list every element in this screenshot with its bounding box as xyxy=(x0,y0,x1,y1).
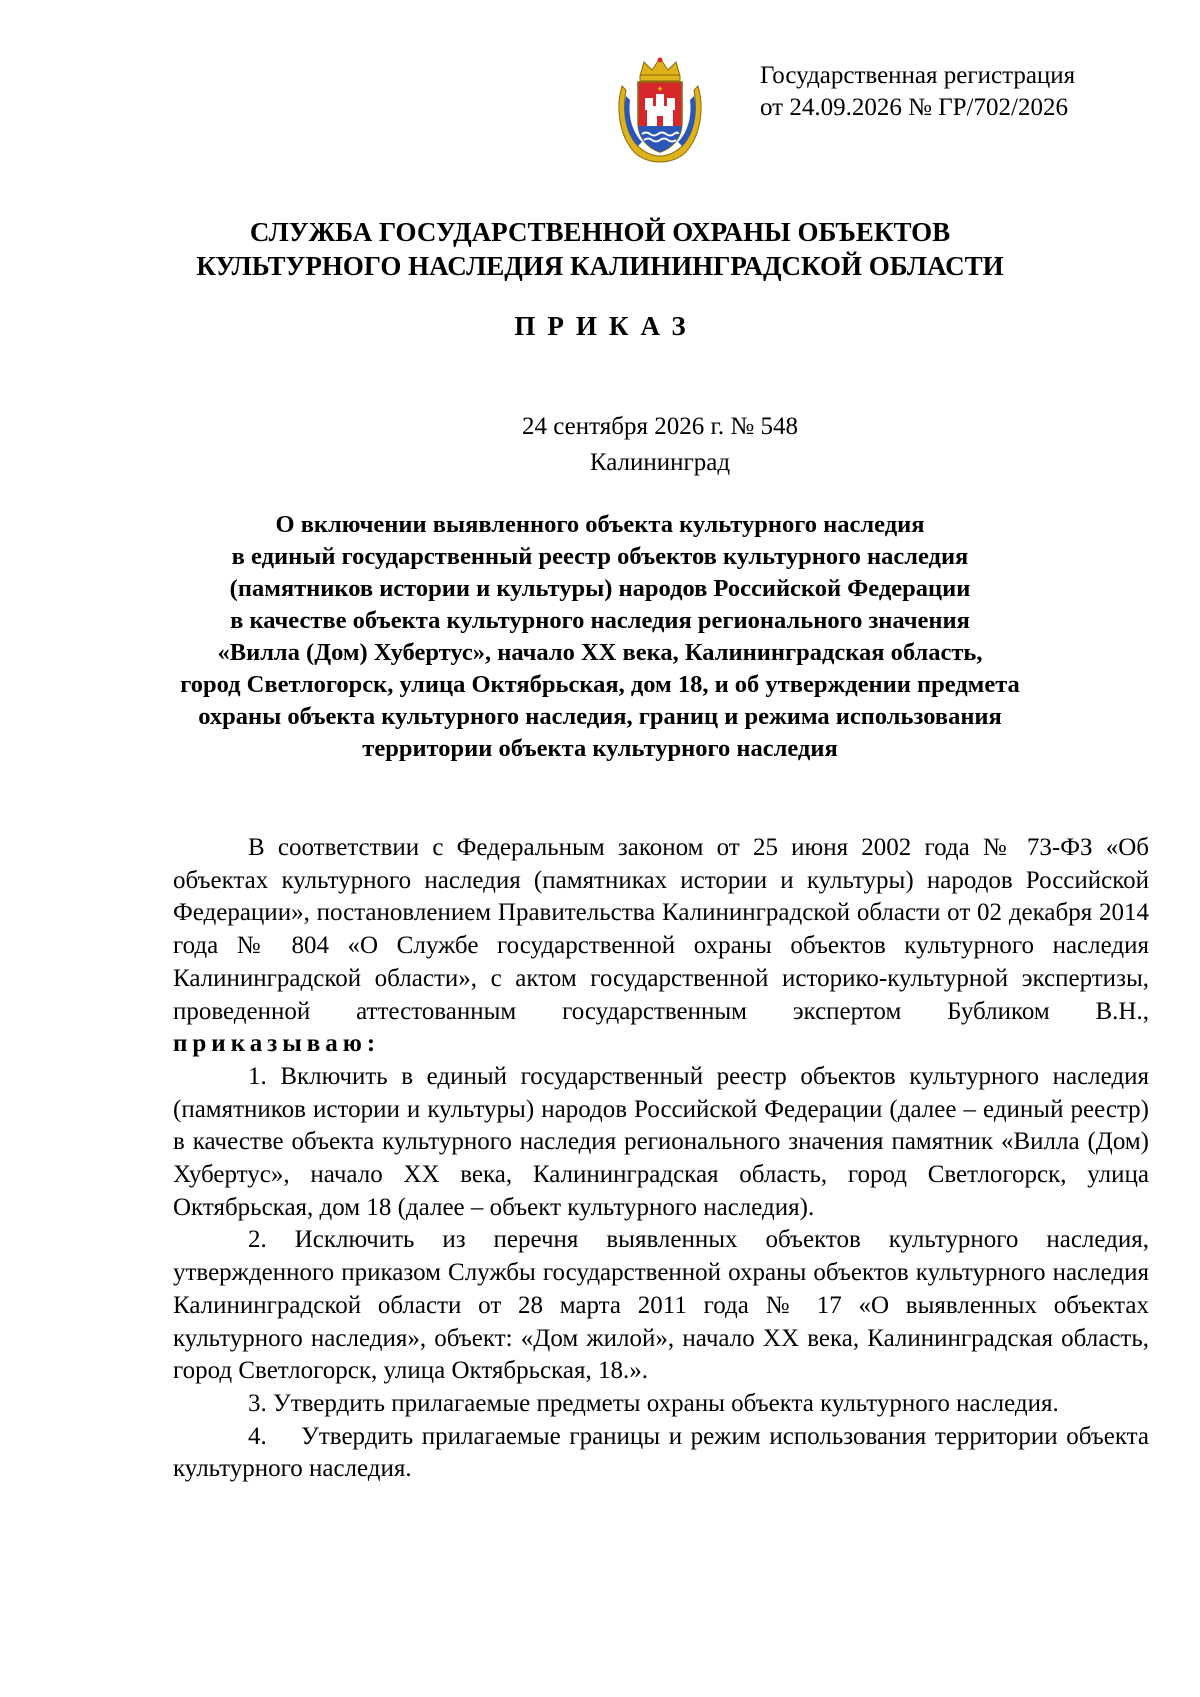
subject-line: город Светлогорск, улица Октябрьская, дом 18, и об утверждении предмета xyxy=(180,671,1020,698)
command-word: приказываю: xyxy=(173,1030,381,1058)
subject-line: в качестве объекта культурного наследия регионального значения xyxy=(230,607,970,634)
registration-line-1: Государственная регистрация xyxy=(760,62,1076,89)
preamble-text: В соответствии с Федеральным законом от 25 июня 2002 года № 73-ФЗ «Об объектах культурного наследия (памятниках истории и культуры) народов Российской Федерации», постановлением Правительства Калининградской области от 02 декабря 2014 года № 804 «О Службе государственной охраны объектов культурного наследия Калининградской области», с актом государственной историко-культурной экспертизы, проведенной аттестованным государственным экспертом Бубликом В.Н., xyxy=(173,834,1149,1025)
coat-of-arms-graphic xyxy=(614,56,706,164)
subject-line: охраны объекта культурного наследия, границ и режима использования xyxy=(198,703,1002,730)
order-item xyxy=(173,1421,1149,1486)
item-text: Включить в единый государственный реестр объектов культурного наследия (памятников истории и культуры) народов Российской Федерации (далее – единый реестр) в качестве объекта культурного наследия регионального значения памятник «Вилла (Дом) Хубертус», начало XX века, Калининградская область, город Светлогорск, улица Октябрьская, дом 18 (далее – объект культурного наследия). xyxy=(173,1062,1150,1221)
subject-line: в единый государственный реестр объектов культурного наследия xyxy=(231,543,969,570)
item-number: 4. xyxy=(248,1422,267,1450)
order-date-number: 24 сентября 2026 г. № 548 xyxy=(522,413,798,440)
subject-line: (памятников истории и культуры) народов Российской Федерации xyxy=(229,575,971,602)
registration-line-2: от 24.09.2026 № ГР/702/2026 xyxy=(760,94,1068,121)
order-item xyxy=(173,1224,1149,1388)
item-number: 3. xyxy=(248,1389,267,1417)
order-city: Калининград xyxy=(589,449,731,476)
preamble-paragraph xyxy=(173,832,1149,1061)
subject-line: О включении выявленного объекта культурного наследия xyxy=(275,511,925,538)
order-item xyxy=(173,1388,1149,1421)
order-subject xyxy=(0,509,1200,765)
item-number: 1. xyxy=(248,1062,267,1090)
order-title: ПРИКАЗ xyxy=(514,311,698,341)
agency-line-2: КУЛЬТУРНОГО НАСЛЕДИЯ КАЛИНИНГРАДСКОЙ ОБЛАСТИ xyxy=(196,251,1004,281)
item-text: Исключить из перечня выявленных объектов культурного наследия, утвержденного приказом Службы государственной охраны объектов культурного наследия Калининградской области от 28 марта 2011 года № 17 «О выявленных объектах культурного наследия», объект: «Дом жилой», начало XX века, Калининградская область, город Светлогорск, улица Октябрьская, 18.». xyxy=(173,1226,1150,1385)
agency-line-1: СЛУЖБА ГОСУДАРСТВЕННОЙ ОХРАНЫ ОБЪЕКТОВ xyxy=(249,217,951,247)
item-text: Утвердить прилагаемые границы и режим использования территории объекта культурного наследия. xyxy=(173,1422,1150,1483)
agency-heading xyxy=(0,215,1200,283)
item-text: Утвердить прилагаемые предметы охраны объекта культурного наследия. xyxy=(273,1389,1059,1417)
svg-text:✦: ✦ xyxy=(656,85,664,95)
order-meta xyxy=(0,409,1200,481)
registration-block xyxy=(760,60,1180,124)
order-body xyxy=(173,832,1149,1486)
subject-line: территории объекта культурного наследия xyxy=(362,735,838,762)
item-number: 2. xyxy=(248,1226,267,1254)
kaliningrad-coat-of-arms-icon xyxy=(614,56,706,164)
order-item xyxy=(173,1061,1149,1225)
subject-line: «Вилла (Дом) Хубертус», начало XX века, Калининградская область, xyxy=(217,639,983,666)
